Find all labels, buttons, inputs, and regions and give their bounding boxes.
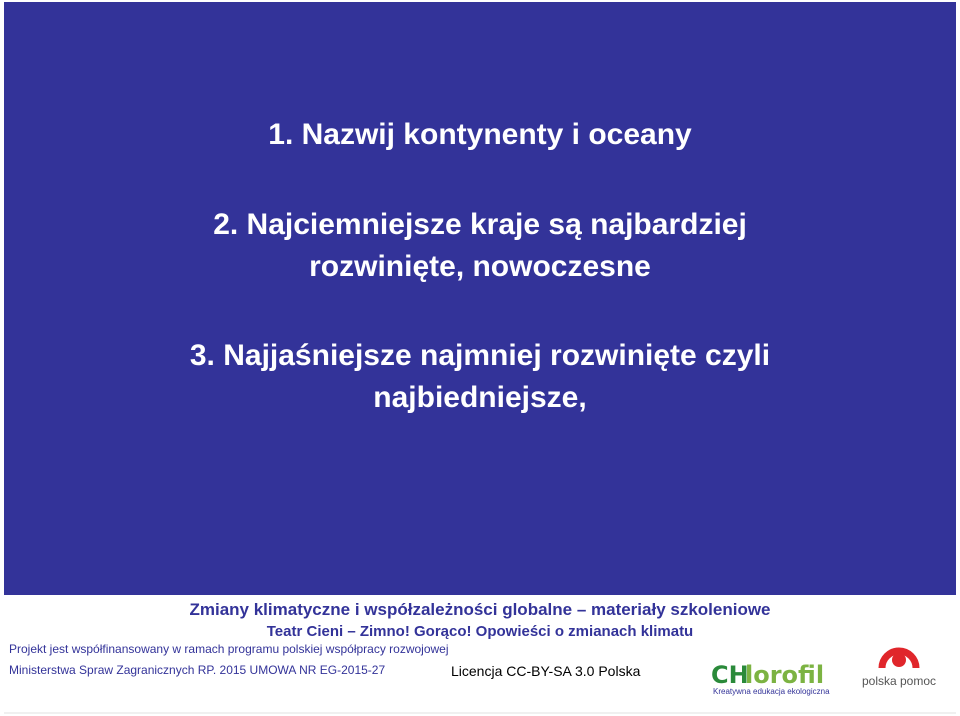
license-text: Licencja CC-BY-SA 3.0 Polska — [451, 663, 641, 679]
chlorofil-logo-icon — [711, 655, 831, 699]
point-2-line-2: rozwinięte, nowoczesne — [309, 250, 651, 283]
point-2-line-1: 2. Najciemniejsze kraje są najbardziej — [213, 208, 747, 241]
polska-pomoc-icon — [858, 630, 940, 674]
footer-subtitle: Teatr Cieni – Zimno! Gorąco! Opowieści o zmianach klimatu — [266, 623, 694, 640]
polska-pomoc-logo — [858, 630, 940, 692]
bottom-divider — [4, 712, 956, 714]
point-3 — [4, 335, 956, 419]
point-2 — [4, 204, 956, 288]
point-1 — [4, 114, 956, 156]
point-3-line-2: najbiedniejsze, — [373, 381, 587, 414]
polska-pomoc-label: polska pomoc — [861, 674, 937, 688]
slide-content — [4, 2, 956, 595]
point-1-line-1: 1. Nazwij kontynenty i oceany — [268, 118, 692, 151]
cofinance-note: Projekt jest współfinansowany w ramach programu polskiej współpracy rozwojowej — [9, 642, 449, 656]
point-3-line-1: 3. Najjaśniejsze najmniej rozwinięte czyli — [189, 339, 771, 372]
ministry-note: Ministerstwa Spraw Zagranicznych RP. 2015 UMOWA NR EG-2015-27 — [9, 663, 386, 677]
series-title: Zmiany klimatyczne i współzależności globalne – materiały szkoleniowe — [189, 600, 771, 619]
chlorofil-logo — [711, 655, 831, 699]
svg-text:CH: CH — [711, 661, 749, 689]
svg-text:Kreatywna edukacja ekologiczna: Kreatywna edukacja ekologiczna — [713, 687, 830, 696]
svg-text:lorofil: lorofil — [745, 661, 825, 689]
